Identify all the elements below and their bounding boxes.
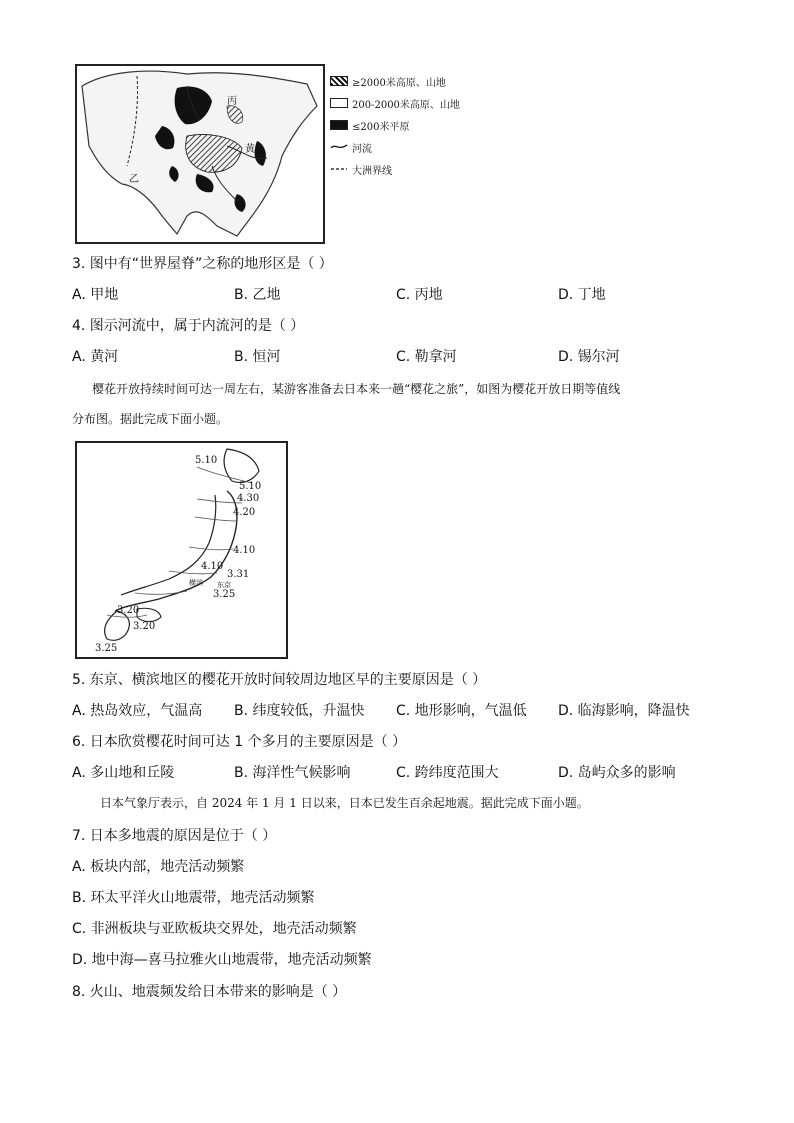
asia-map-legend <box>330 70 490 180</box>
legend-item-river <box>330 136 490 158</box>
intro-quake: 日本气象厅表示，自 2024 年 1 月 1 日以来，日本已发生百余起地震。据此完成下面小题。 <box>100 796 589 810</box>
isoline-label: 3.25 <box>95 643 118 654</box>
q5-option-c[interactable]: C. 地形影响，气温低 <box>396 703 527 719</box>
legend-item-plain <box>330 114 490 136</box>
asia-map <box>75 64 325 244</box>
question-5: 5. 东京、横滨地区的樱花开放时间较周边地区早的主要原因是（ ） <box>72 672 487 688</box>
region-label-huang: 黄 <box>245 144 255 155</box>
q6-option-c[interactable]: C. 跨纬度范围大 <box>396 765 499 781</box>
isoline-label: 4.20 <box>233 507 256 518</box>
region-label-bing: 丙 <box>227 96 237 107</box>
city-label-tokyo: 东京 <box>217 581 231 589</box>
q4-option-a[interactable]: A. 黄河 <box>72 349 119 365</box>
white-swatch-icon <box>330 98 348 108</box>
q4-option-b[interactable]: B. 恒河 <box>234 349 281 365</box>
river-line-icon <box>330 142 348 152</box>
legend-label: 200-2000米高原、山地 <box>352 99 460 111</box>
asia-map-graphic <box>77 66 323 242</box>
q7-option-a[interactable]: A. 板块内部，地壳活动频繁 <box>72 859 245 875</box>
q3-option-d[interactable]: D. 丁地 <box>558 287 606 303</box>
isoline-label: 3.31 <box>227 569 250 580</box>
isoline-label: 3.20 <box>133 621 156 632</box>
question-3: 3. 图中有“世界屋脊”之称的地形区是（ ） <box>72 256 333 272</box>
isoline-label: 3.20 <box>117 605 140 616</box>
q6-option-d[interactable]: D. 岛屿众多的影响 <box>558 765 676 781</box>
q6-option-a[interactable]: A. 多山地和丘陵 <box>72 765 175 781</box>
q4-option-d[interactable]: D. 锡尔河 <box>558 349 620 365</box>
japan-map <box>75 441 288 659</box>
question-8: 8. 火山、地震频发给日本带来的影响是（ ） <box>72 984 347 1000</box>
legend-label: 河流 <box>352 143 372 155</box>
question-7: 7. 日本多地震的原因是位于（ ） <box>72 828 277 844</box>
q6-option-b[interactable]: B. 海洋性气候影响 <box>234 765 351 781</box>
isoline-label: 4.10 <box>201 561 224 572</box>
q7-option-b[interactable]: B. 环太平洋火山地震带，地壳活动频繁 <box>72 890 315 906</box>
legend-label: ≥2000米高原、山地 <box>352 77 446 89</box>
isoline-label: 5.10 <box>239 481 262 492</box>
isoline-label: 4.10 <box>233 545 256 556</box>
boundary-line-icon <box>330 164 348 174</box>
city-label-yokohama: 横滨 <box>189 579 203 587</box>
q4-option-c[interactable]: C. 勒拿河 <box>396 349 457 365</box>
legend-item-mid-plateau <box>330 92 490 114</box>
legend-item-high-plateau <box>330 70 490 92</box>
hatched-swatch-icon <box>330 76 348 86</box>
q7-option-c[interactable]: C. 非洲板块与亚欧板块交界处，地壳活动频繁 <box>72 921 357 937</box>
isoline-label: 3.25 <box>213 589 236 600</box>
question-6: 6. 日本欣赏樱花时间可达 1 个多月的主要原因是（ ） <box>72 734 407 750</box>
q5-option-b[interactable]: B. 纬度较低，升温快 <box>234 703 365 719</box>
isoline-label: 4.30 <box>237 493 260 504</box>
q3-option-a[interactable]: A. 甲地 <box>72 287 119 303</box>
legend-label: ≤200米平原 <box>352 121 410 133</box>
q5-option-a[interactable]: A. 热岛效应，气温高 <box>72 703 203 719</box>
legend-item-boundary <box>330 158 490 180</box>
region-label-heng: 恒 <box>199 180 209 191</box>
region-label-yi: 乙 <box>129 174 139 185</box>
question-4: 4. 图示河流中，属于内流河的是（ ） <box>72 318 305 334</box>
q5-option-d[interactable]: D. 临海影响，降温快 <box>558 703 690 719</box>
black-swatch-icon <box>330 120 348 130</box>
intro-sakura-line-2: 分布图。据此完成下面小题。 <box>72 412 229 426</box>
japan-map-graphic <box>77 443 286 657</box>
q3-option-c[interactable]: C. 丙地 <box>396 287 443 303</box>
q7-option-d[interactable]: D. 地中海—喜马拉雅火山地震带，地壳活动频繁 <box>72 952 372 968</box>
intro-sakura-line-1: 樱花开放持续时间可达一周左右，某游客准备去日本来一趟“樱花之旅”，如图为樱花开放日期等值线 <box>92 382 621 396</box>
isoline-label: 5.10 <box>195 455 218 466</box>
legend-label: 大洲界线 <box>352 165 392 177</box>
q3-option-b[interactable]: B. 乙地 <box>234 287 281 303</box>
